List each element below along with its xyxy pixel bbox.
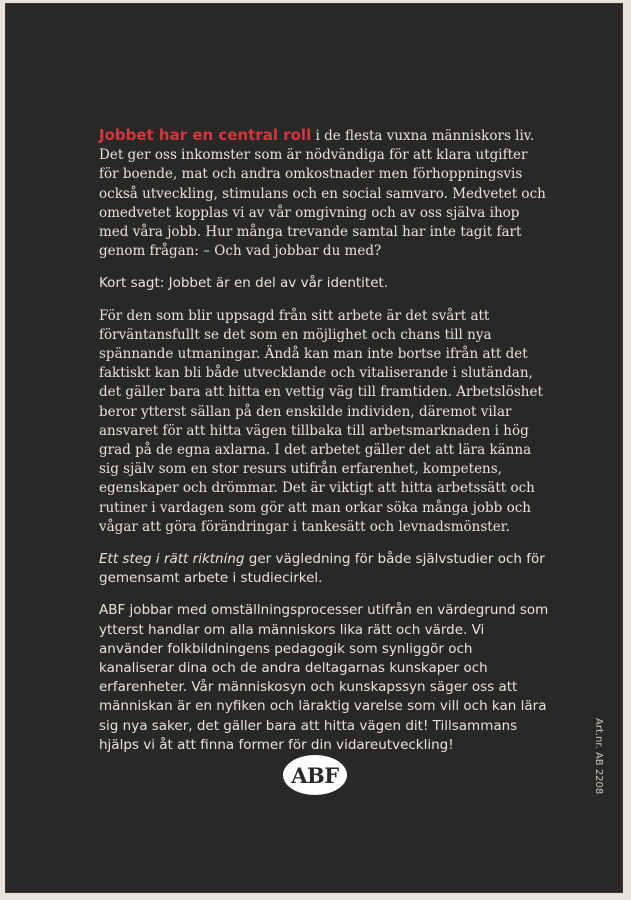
article-number: Art.nr. AB 2208 [593, 718, 604, 795]
paragraph-book [99, 550, 549, 588]
paragraph-identity: Kort sagt: Jobbet är en del av vår identitet. [99, 275, 389, 292]
abf-logo-text: ABF [291, 762, 339, 788]
lead-phrase: Jobbet har en central roll [99, 126, 312, 144]
paragraph-book-text: ger vägledning för både självstudier och för gemensamt arbete i studiecirkel. [99, 551, 545, 587]
paragraph-intro-text: i de flesta vuxna människors liv. Det ger oss inkomster som är nödvändiga för att klara utgifter för boende, mat och andra omkostnader men förhoppningsvis också utveckling, stimulans och en social samvaro. Medvetet och omedvetet kopplas vi av vår omgivning och av oss själva ihop med våra jobb. Hur många trevande samtal har inte tagit fart genom frågan: – Och vad jobbar du med? [99, 128, 546, 260]
paragraph-intro [99, 126, 549, 261]
book-title: Ett steg i rätt riktning [99, 551, 245, 568]
abf-logo [283, 755, 347, 795]
paragraph-abf: ABF jobbar med omställningsprocesser utifrån en värdegrund som ytterst handlar om alla människors lika rätt och värde. Vi använder folkbildningens pedagogik som synliggör och kanaliserar dina och de andra deltagarnas kunskaper och erfarenheter. Vår människosyn och kunskapssyn säger oss att människan är en nyfiken och läraktig varelse som vill och kan lära sig nya saker, det gäller bara att hitta vägen dit! Tillsammans hjälps vi åt att finna former för din vidareutveckling! [99, 602, 549, 753]
paragraph-unemployment: För den som blir uppsagd från sitt arbete är det svårt att förväntansfullt se det som en möjlighet och chans till nya spännande utmaningar. Ändå kan man inte bortse ifrån att det faktiskt kan bli både utvecklande och vitaliserande i slutändan, det gäller bara att hitta en vettig väg till framtiden. Arbetslöshet beror ytterst sällan på den enskilde individen, däremot vilar ansvaret för att hitta vägen tillbaka till arbetsmarknaden i hög grad på de egna axlarna. I det arbetet gäller det att lära känna sig själv som en stor resurs utifrån erfarenhet, kompetens, egenskaper och drömmar. Det är viktigt att hitta arbetssätt och rutiner i vardagen som gör att man orkar söka många jobb och vågar att göra förändringar i tankesätt och levnadsmönster. [99, 307, 543, 535]
body-text [99, 126, 549, 768]
